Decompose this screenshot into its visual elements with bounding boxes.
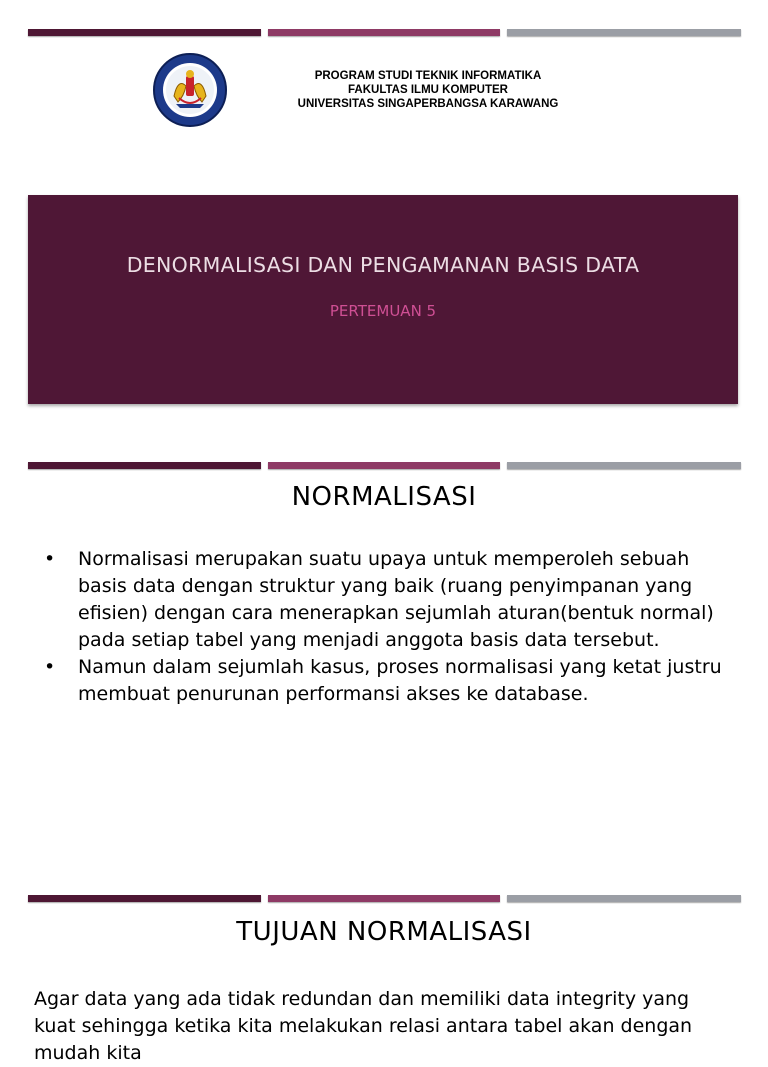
decor-bars-slide2 xyxy=(28,462,741,469)
bullet-icon: • xyxy=(44,548,56,570)
decor-bar-dark xyxy=(28,895,261,902)
list-item xyxy=(0,654,768,708)
decor-bars-top xyxy=(28,29,741,36)
decor-bar-dark xyxy=(28,29,261,36)
bullet-text: Normalisasi merupakan suatu upaya untuk memperoleh sebuah basis data dengan struktur yang baik (ruang penyimpanan yang efisien) dengan cara menerapkan sejumlah aturan(bentuk normal) pada setiap tabel yang menjadi anggota basis data tersebut. xyxy=(78,548,714,651)
decor-bar-mid xyxy=(268,462,500,469)
bullet-icon: • xyxy=(44,656,56,678)
presentation-title: DENORMALISASI DAN PENGAMANAN BASIS DATA xyxy=(126,253,640,277)
decor-bar-mid xyxy=(268,895,500,902)
paragraph-text: Agar data yang ada tidak redundan dan memiliki data integrity yang kuat sehingga ketika kita melakukan relasi antara tabel akan dengan mudah kita xyxy=(34,988,693,1064)
program-name: PROGRAM STUDI TEKNIK INFORMATIKA xyxy=(314,70,542,82)
faculty-name: FAKULTAS ILMU KOMPUTER xyxy=(348,84,508,96)
decor-bar-dark xyxy=(28,462,261,469)
institution-header xyxy=(260,69,596,111)
university-name: UNIVERSITAS SINGAPERBANGSA KARAWANG xyxy=(297,98,559,110)
bullet-text: Namun dalam sejumlah kasus, proses normalisasi yang ketat justru membuat penurunan performansi akses ke database. xyxy=(78,656,722,705)
decor-bar-gray xyxy=(507,29,741,36)
list-item xyxy=(0,546,768,654)
decor-bar-mid xyxy=(268,29,500,36)
university-seal-icon xyxy=(152,52,228,128)
bullet-list xyxy=(0,546,768,708)
decor-bars-slide3 xyxy=(28,895,741,902)
decor-bar-gray xyxy=(507,462,741,469)
decor-bar-gray xyxy=(507,895,741,902)
title-slide-banner xyxy=(28,195,738,404)
presentation-subtitle: PERTEMUAN 5 xyxy=(329,302,437,320)
slide-heading-tujuan: TUJUAN NORMALISASI xyxy=(236,917,532,947)
slide-heading-normalisasi: NORMALISASI xyxy=(291,482,477,512)
